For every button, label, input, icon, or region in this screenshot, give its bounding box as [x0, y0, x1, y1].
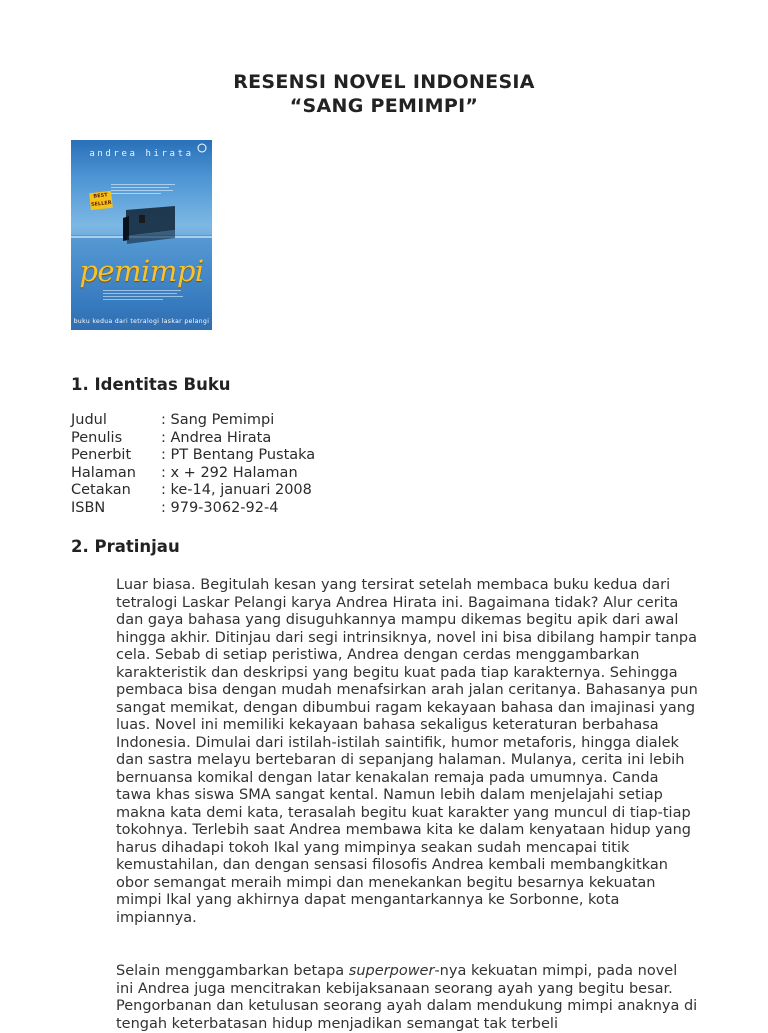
cover-subtitle: buku kedua dari tetralogi laskar pelangi: [73, 318, 210, 325]
identity-row-penerbit: [71, 447, 315, 465]
paragraph-text-start: Selain menggambarkan betapa: [116, 963, 349, 979]
identity-label: Judul: [71, 412, 107, 428]
cover-author: andrea hirata: [89, 149, 194, 159]
identity-value: : 979-3062-92-4: [161, 499, 279, 516]
title-line-1: RESENSI NOVEL INDONESIA: [233, 71, 535, 93]
identity-row-halaman: [71, 465, 315, 483]
review-paragraph-1: [116, 577, 698, 927]
section-pratinjau-heading: 2. Pratinjau: [71, 537, 180, 556]
identity-label: Halaman: [71, 464, 136, 481]
section-identitas-heading: 1. Identitas Buku: [71, 375, 231, 394]
identity-value: : x + 292 Halaman: [161, 464, 298, 481]
identity-row-judul: [71, 412, 315, 430]
identity-row-isbn: [71, 500, 315, 518]
identity-label: Penerbit: [71, 447, 132, 464]
paragraph-text-end: -nya kekuatan mimpi, pada novel ini Andrea juga mencitrakan kebijaksanaan seorang ayah yang begitu besar. Pengorbanan dan ketulusan seorang ayah dalam mendukung mimpi anaknya di tengah keterbatasan hidup menjadikan semangat tak terbeli: [116, 963, 698, 1032]
book-identity-table: [71, 412, 315, 518]
identity-row-penulis: [71, 430, 315, 448]
cover-scene: [71, 140, 212, 330]
document-title: [0, 70, 768, 118]
identity-label: Cetakan: [71, 482, 131, 499]
identity-value: : Andrea Hirata: [161, 429, 272, 446]
identity-value: : PT Bentang Pustaka: [161, 447, 316, 464]
title-line-2: “SANG PEMIMPI”: [289, 95, 479, 117]
paragraph-emphasis: superpower: [348, 963, 435, 979]
cover-bestseller-badge: BEST SELLER: [89, 191, 113, 210]
paragraph-text: Luar biasa. Begitulah kesan yang tersirat setelah membaca buku kedua dari tetralogi Laskar Pelangi karya Andrea Hirata ini. Bagaimana tidak? Alur cerita dan gaya bahasa yang disuguhkannya mampu dikemas begitu apik dari awal hingga akhir. Ditinjau dari segi intrinsiknya, novel ini bisa dibilang hampir tanpa cela. Sebab di setiap peristiwa, Andrea dengan cerdas menggambarkan karakteristik dan deskripsi yang begitu kuat pada tiap karakternya. Sehingga pembaca bisa dengan mudah menafsirkan arah jalan ceritanya. Bahasanya pun sangat memikat, dengan dibumbui ragam kekayaan bahasa dan imajinasi yang luas. Novel ini memiliki kekayaan bahasa sekaligus keteraturan berbahasa Indonesia. Dimulai dari istilah-istilah saintifik, humor metaforis, hingga dialek dan sastra melayu bertebaran di sepanjang halaman. Mulanya, cerita ini lebih bernuansa komikal dengan latar kenakalan remaja pada umumnya. Canda tawa khas siswa SMA sangat kental. Namun lebih dalam menjelajahi setiap makna kata demi kata, terasalah begitu kuat karakter yang muncul di tiap-tiap tokohnya. Terlebih saat Andrea membawa kita ke dalam kenyataan hidup yang harus dihadapi tokoh Ikal yang mimpinya seakan sudah mencapai titik kemustahilan, dan dengan sensasi filosofis Andrea kembali membangkitkan obor semangat meraih mimpi dan menekankan begitu besarnya kekuatan mimpi Ikal yang akhirnya dapat mengantarkannya ke Sorbonne, kota impiannya.: [116, 577, 698, 926]
paragraph-text: [116, 963, 698, 1033]
review-paragraph-2: [116, 963, 698, 1033]
identity-value: : Sang Pemimpi: [161, 412, 275, 428]
identity-row-cetakan: [71, 482, 315, 500]
cover-title-word: pemimpi: [79, 254, 204, 288]
book-cover-image: [71, 140, 212, 330]
identity-value: : ke-14, januari 2008: [161, 482, 312, 499]
identity-label: ISBN: [71, 499, 106, 516]
identity-label: Penulis: [71, 429, 123, 446]
